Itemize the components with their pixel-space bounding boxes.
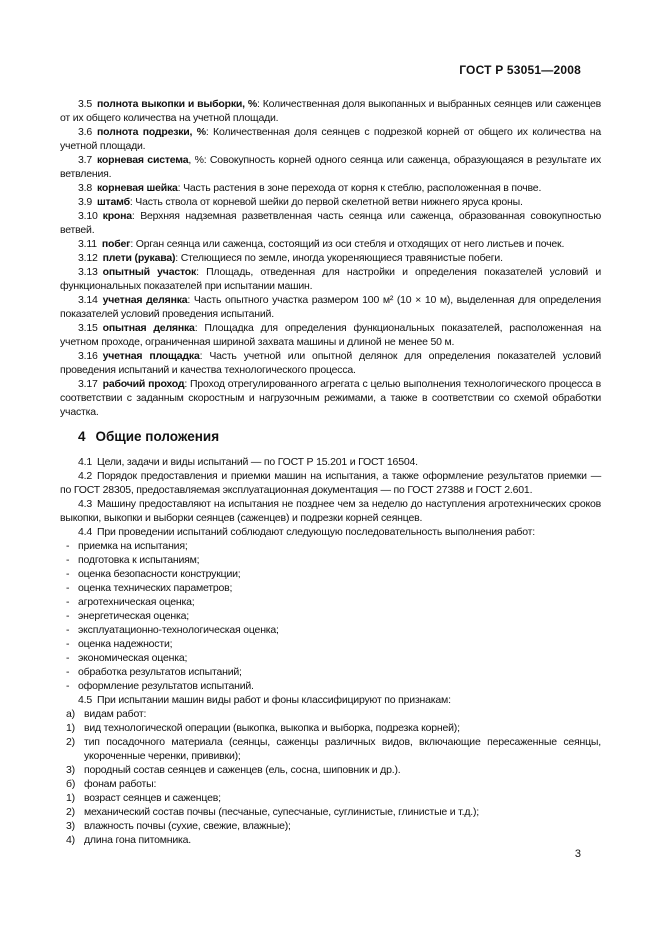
list-dash-marker: - <box>66 540 70 552</box>
section-title: Общие положения <box>95 429 220 444</box>
item-marker: 1) <box>66 722 75 734</box>
list-dash-marker: - <box>66 652 70 664</box>
term-separator: : <box>205 126 214 138</box>
term-separator: : <box>196 266 207 278</box>
term-number: 3.8 <box>78 182 92 194</box>
item-text: вид технологической операции (выкопка, выкопка и выборка, подрезка корней); <box>84 722 460 734</box>
paragraph-number: 4.5 <box>78 694 92 706</box>
term-definition: Совокупность корней одного сеянца или саженца, образующаяся в результате их ветвления. <box>60 154 602 180</box>
term-definition: Площадь, отведенная для настройки и определения показателей условий и функциональных показателей при испытании машин. <box>60 266 601 292</box>
item-text: фонам работы: <box>84 778 157 790</box>
term-3-12 <box>60 251 601 265</box>
term-name: побег <box>101 238 131 250</box>
paragraph-4-2 <box>60 469 601 497</box>
item-marker: 1) <box>66 792 75 804</box>
item-marker: 2) <box>66 736 75 748</box>
work-sequence-list <box>60 539 601 693</box>
paragraph-4-4 <box>60 525 601 539</box>
list-dash-marker: - <box>66 638 70 650</box>
term-name: полнота подрезки, % <box>97 126 206 138</box>
running-header: ГОСТ Р 53051—2008 <box>459 63 581 77</box>
item-marker: 3) <box>66 764 75 776</box>
item-text: возраст сеянцев и саженцев; <box>84 792 221 804</box>
work-step-item <box>66 679 601 693</box>
item-marker: а) <box>66 708 75 720</box>
work-step-text: эксплуатационно-технологическая оценка; <box>78 624 279 636</box>
item-text: видам работ: <box>84 708 147 720</box>
term-number: 3.7 <box>78 154 92 166</box>
list-dash-marker: - <box>66 610 70 622</box>
term-3-10 <box>60 209 601 237</box>
classification-item <box>66 777 601 791</box>
term-name: учетная делянка <box>102 294 188 306</box>
term-definition: Часть опытного участка размером 100 м² (10 × 10 м), выделенная для определения показателей условий проведения испытаний. <box>60 294 601 320</box>
term-3-15 <box>60 321 601 349</box>
item-text: влажность почвы (сухие, свежие, влажные); <box>84 820 291 832</box>
list-dash-marker: - <box>66 554 70 566</box>
paragraph-number: 4.4 <box>78 526 92 538</box>
work-step-text: оформление результатов испытаний. <box>78 680 254 692</box>
term-separator: : <box>131 210 141 222</box>
term-name: опытный участок <box>102 266 197 278</box>
section-number: 4 <box>78 429 86 444</box>
item-marker: 2) <box>66 806 75 818</box>
list-dash-marker: - <box>66 568 70 580</box>
term-definition: Стелющиеся по земле, иногда укореняющиеся травянистые побеги. <box>180 252 503 264</box>
term-separator: : <box>256 98 263 110</box>
paragraph-text: Порядок предоставления и приемки машин на испытания, а также оформление результатов приемки — по ГОСТ 28305, предоставляемая эксплуатационная документация — по ГОСТ 27388 и ГОСТ 2.601. <box>60 470 601 496</box>
term-3-5 <box>60 97 601 125</box>
term-separator: : <box>194 322 205 334</box>
classification-item <box>66 735 601 763</box>
work-step-text: оценка технических параметров; <box>78 582 233 594</box>
classification-item <box>66 763 601 777</box>
term-definition: Часть ствола от корневой шейки до первой скелетной ветви нижнего яруса кроны. <box>135 196 523 208</box>
term-name: плети (рукава) <box>102 252 176 264</box>
work-step-text: оценка безопасности конструкции; <box>78 568 241 580</box>
paragraph-number: 4.3 <box>78 498 92 510</box>
paragraph-4-5 <box>60 693 601 707</box>
paragraph-number: 4.1 <box>78 456 92 468</box>
term-separator: : <box>175 252 181 264</box>
term-separator: : <box>130 238 136 250</box>
term-name: опытная делянка <box>102 322 195 334</box>
work-step-item <box>66 539 601 553</box>
term-number: 3.13 <box>78 266 98 278</box>
work-step-item <box>66 609 601 623</box>
term-name: учетная площадка <box>102 350 200 362</box>
paragraph-text: Машину предоставляют на испытания не позднее чем за неделю до наступления агротехнических сроков выкопки, выкопки и выборки сеянцев (саженцев) и подрезки корней сеянцев. <box>60 498 601 524</box>
work-step-text: экономическая оценка; <box>78 652 188 664</box>
term-name: штамб <box>97 196 130 208</box>
term-name: корневая система <box>97 154 189 166</box>
item-text: длина гона питомника. <box>84 834 192 846</box>
term-separator: : <box>199 350 210 362</box>
work-step-text: энергетическая оценка; <box>78 610 189 622</box>
term-name: рабочий проход <box>102 378 185 390</box>
document-content <box>60 97 601 847</box>
paragraph-text: Цели, задачи и виды испытаний — по ГОСТ Р 15.201 и ГОСТ 16504. <box>97 456 418 468</box>
term-name: корневая шейка <box>97 182 178 194</box>
work-step-item <box>66 665 601 679</box>
work-step-text: приемка на испытания; <box>78 540 188 552</box>
work-step-item <box>66 651 601 665</box>
paragraph-text: При проведении испытаний соблюдают следующую последовательность выполнения работ: <box>97 526 535 538</box>
work-step-item <box>66 567 601 581</box>
classification-item <box>66 833 601 847</box>
term-definition: Орган сеянца или саженца, состоящий из оси стебля и отходящих от него листьев и почек. <box>135 238 565 250</box>
work-step-item <box>66 553 601 567</box>
paragraph-text: При испытании машин виды работ и фоны классифицируют по признакам: <box>97 694 451 706</box>
term-3-13 <box>60 265 601 293</box>
term-definition: Количественная доля выкопанных и выбранных сеянцев или саженцев от их общего количества на учетной площади. <box>60 98 601 124</box>
work-step-text: подготовка к испытаниям; <box>78 554 200 566</box>
classification-item <box>66 791 601 805</box>
term-definition: Площадка для определения функциональных показателей, расположенная на учетном проходе, ограниченная шириной захвата машины и длиной не менее 50 м. <box>60 322 602 348</box>
term-number: 3.12 <box>78 252 98 264</box>
list-dash-marker: - <box>66 680 70 692</box>
term-3-9 <box>60 195 601 209</box>
paragraph-number: 4.2 <box>78 470 92 482</box>
term-3-14 <box>60 293 601 321</box>
work-step-item <box>66 581 601 595</box>
item-text: тип посадочного материала (сеянцы, саженцы различных видов, включающие пересаженные сеянцы, укороченные черенки, прививки); <box>84 736 601 762</box>
work-step-item <box>66 623 601 637</box>
classification-item <box>66 805 601 819</box>
section-4-heading <box>60 428 601 445</box>
term-3-8 <box>60 181 601 195</box>
term-number: 3.17 <box>78 378 98 390</box>
term-separator: : <box>129 196 136 208</box>
term-definition: Часть учетной или опытной делянок для определения показателей условий проведения испытаний и качества технологического процесса. <box>60 350 602 376</box>
classification-item <box>66 707 601 721</box>
term-3-7 <box>60 153 601 181</box>
work-step-item <box>66 595 601 609</box>
list-dash-marker: - <box>66 582 70 594</box>
term-number: 3.11 <box>78 238 97 250</box>
classification-item <box>66 819 601 833</box>
paragraph-4-1 <box>60 455 601 469</box>
term-separator: : <box>184 378 190 390</box>
work-step-text: оценка надежности; <box>78 638 173 650</box>
list-dash-marker: - <box>66 624 70 636</box>
item-text: механический состав почвы (песчаные, супесчаные, суглинистые, глинистые и т.д.); <box>84 806 479 818</box>
term-number: 3.14 <box>78 294 98 306</box>
term-3-6 <box>60 125 601 153</box>
work-step-text: агротехническая оценка; <box>78 596 195 608</box>
term-separator: , %: <box>188 154 210 166</box>
classification-item <box>66 721 601 735</box>
term-number: 3.5 <box>78 98 92 110</box>
term-separator: : <box>187 294 194 306</box>
term-number: 3.9 <box>78 196 92 208</box>
item-text: породный состав сеянцев и саженцев (ель, сосна, шиповник и др.). <box>84 764 401 776</box>
term-definition: Проход отрегулированного агрегата с целью выполнения технологического процесса в соответствии с заданным скоростным и нагрузочным режимами, а также в соответствии со схемой обработки участка. <box>60 378 601 418</box>
term-name: полнота выкопки и выборки, % <box>97 98 257 110</box>
item-marker: 4) <box>66 834 75 846</box>
term-separator: : <box>177 182 184 194</box>
term-name: крона <box>102 210 132 222</box>
term-3-16 <box>60 349 601 377</box>
paragraph-4-3 <box>60 497 601 525</box>
item-marker: 3) <box>66 820 75 832</box>
term-3-17 <box>60 377 601 419</box>
work-step-text: обработка результатов испытаний; <box>78 666 242 678</box>
term-number: 3.6 <box>78 126 92 138</box>
term-definition: Верхняя надземная разветвленная часть сеянца или саженца, образованная совокупностью ветвей. <box>60 210 601 236</box>
list-dash-marker: - <box>66 596 70 608</box>
term-definition: Часть растения в зоне перехода от корня к стеблю, расположенная в почве. <box>183 182 542 194</box>
list-dash-marker: - <box>66 666 70 678</box>
term-number: 3.10 <box>78 210 98 222</box>
work-step-item <box>66 637 601 651</box>
term-number: 3.16 <box>78 350 98 362</box>
page-number: 3 <box>574 848 581 860</box>
term-definition: Количественная доля сеянцев с подрезкой корней от общего их количества на учетной площади. <box>60 126 601 152</box>
item-marker: б) <box>66 778 76 790</box>
classification-list <box>60 707 601 847</box>
term-number: 3.15 <box>78 322 98 334</box>
term-3-11 <box>60 237 601 251</box>
